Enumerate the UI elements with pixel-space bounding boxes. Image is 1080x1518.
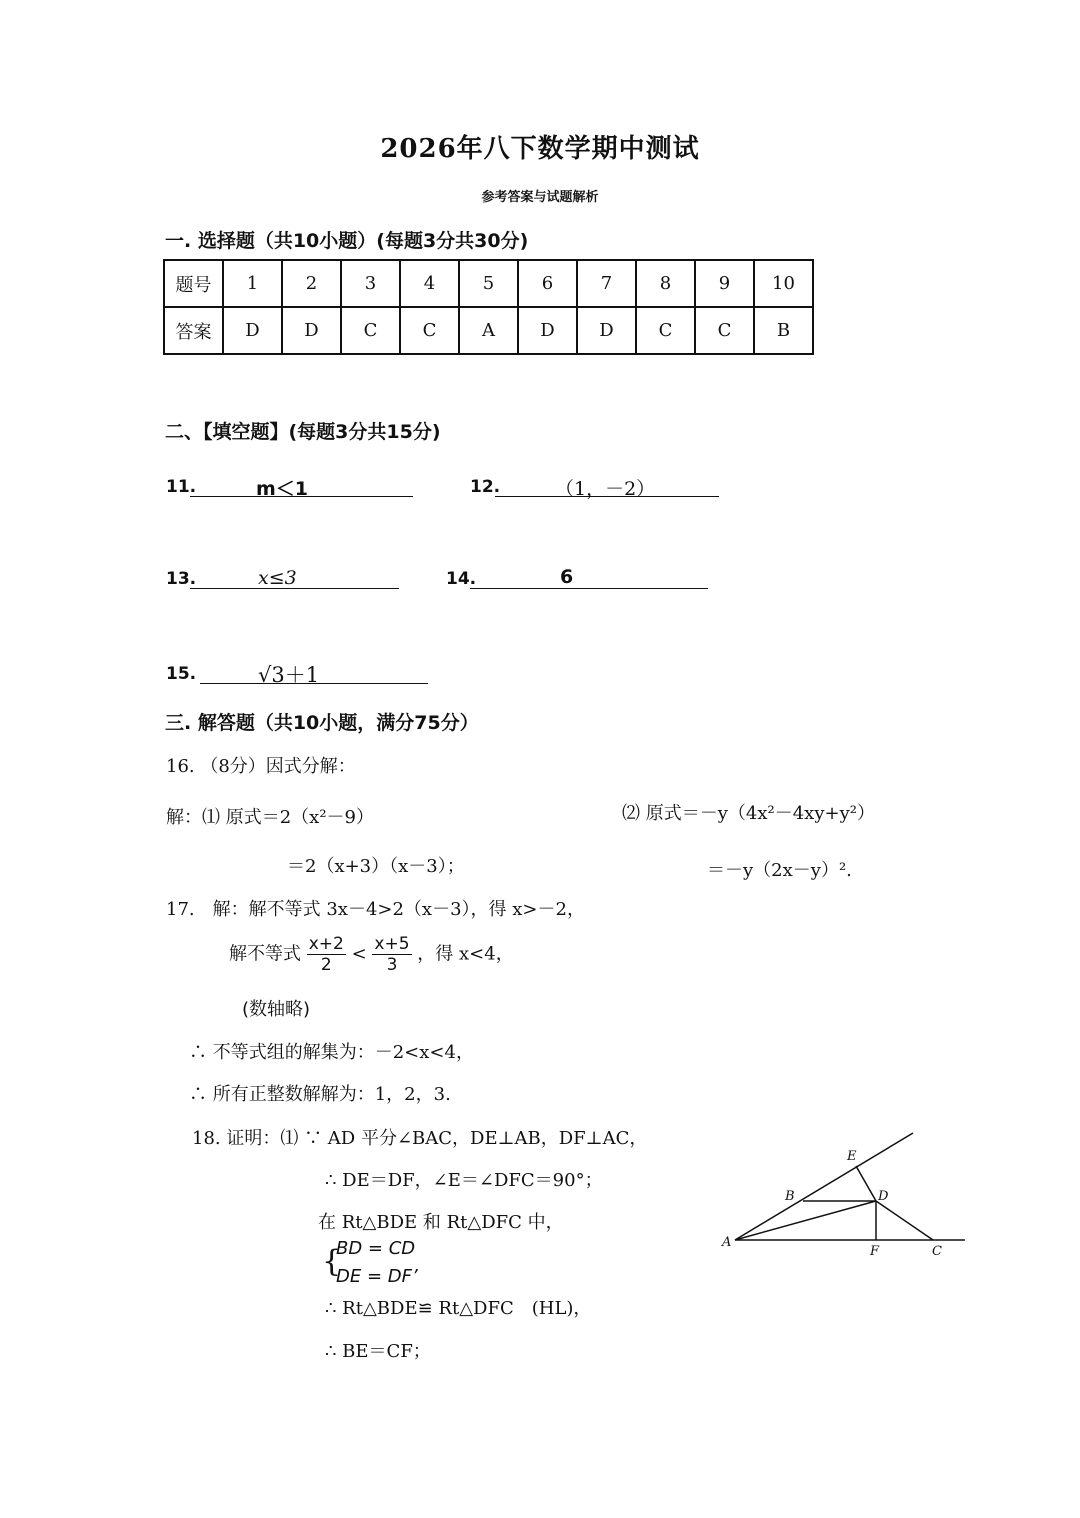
q17-line5: ∴ 所有正整数解解为：1，2，3. <box>189 1084 451 1105</box>
q14-answer-line <box>470 588 708 589</box>
section-2-heading: 二、【填空题】(每题3分共15分) <box>165 421 441 443</box>
q13-label: 13. <box>166 569 197 589</box>
table-row <box>164 260 813 307</box>
answer-cell: C <box>400 307 459 354</box>
q11-label: 11. <box>166 477 197 497</box>
answer-cell: C <box>636 307 695 354</box>
q18-line1: 18. 证明：⑴ ∵ AD 平分∠BAC，DE⊥AB，DF⊥AC， <box>192 1128 648 1149</box>
q11-answer: m＜1 <box>256 478 309 500</box>
question-number-cell: 10 <box>754 260 813 307</box>
answer-cell: D <box>223 307 282 354</box>
line-AD <box>735 1201 876 1240</box>
q12-answer: （1，－2） <box>555 478 656 500</box>
point-label-B: B <box>785 1189 795 1204</box>
section-1-heading: 一. 选择题（共10小题）(每题3分共30分) <box>165 230 529 252</box>
answer-cell: D <box>577 307 636 354</box>
q18-line3: 在 Rt△BDE 和 Rt△DFC 中， <box>318 1212 564 1233</box>
row-header-answer: 答案 <box>164 307 223 354</box>
q17-line2 <box>229 934 514 975</box>
q14-answer: 6 <box>560 566 574 588</box>
point-label-F: F <box>870 1244 880 1259</box>
fraction-numerator: x+5 <box>374 934 410 954</box>
answer-cell: C <box>695 307 754 354</box>
line-DC <box>876 1201 933 1240</box>
q15-answer: √3＋1 <box>258 663 320 687</box>
answer-table <box>163 259 814 355</box>
point-label-A: A <box>722 1235 732 1250</box>
answer-cell: D <box>518 307 577 354</box>
question-number-cell: 6 <box>518 260 577 307</box>
section-3-heading: 三. 解答题（共10小题，满分75分） <box>165 712 479 734</box>
row-header-number: 题号 <box>164 260 223 307</box>
question-number-cell: 3 <box>341 260 400 307</box>
table-row <box>164 307 813 354</box>
geometry-figure <box>715 1125 975 1265</box>
q16-intro: 16. （8分）因式分解： <box>166 756 356 777</box>
fraction <box>307 934 346 975</box>
q16-part2-line1: ⑵ 原式＝－y（4x²－4xy+y²） <box>622 803 875 824</box>
q16-part1-line1: 解：⑴ 原式＝2（x²－9） <box>166 807 374 828</box>
q17-line4: ∴ 不等式组的解集为：－2<x<4， <box>189 1042 474 1063</box>
point-label-E: E <box>847 1149 857 1164</box>
q18-system-eq1: BD = CD <box>336 1238 416 1259</box>
question-number-cell: 1 <box>223 260 282 307</box>
question-number-cell: 5 <box>459 260 518 307</box>
answer-cell: B <box>754 307 813 354</box>
q16-part2-line2: ＝－y（2x－y）². <box>707 860 852 881</box>
line-ED <box>856 1166 876 1201</box>
q17-line3: (数轴略) <box>242 999 311 1020</box>
q14-label: 14. <box>446 569 477 589</box>
q16-part1-line2: ＝2（x+3）（x－3）； <box>287 856 465 877</box>
fraction-numerator: x+2 <box>308 934 344 954</box>
question-number-cell: 7 <box>577 260 636 307</box>
question-number-cell: 8 <box>636 260 695 307</box>
q12-label: 12. <box>470 477 501 497</box>
answer-cell: D <box>282 307 341 354</box>
q18-line5: ∴ BE＝CF； <box>325 1341 431 1362</box>
page-subtitle: 参考答案与试题解析 <box>481 190 599 205</box>
answer-cell: C <box>341 307 400 354</box>
question-number-cell: 4 <box>400 260 459 307</box>
q17-line2-suffix: ，得 x<4， <box>417 943 514 965</box>
line-AE <box>735 1133 913 1240</box>
answer-cell: A <box>459 307 518 354</box>
q18-line2: ∴ DE＝DF，∠E＝∠DFC＝90°； <box>325 1170 603 1191</box>
q17-line2-prefix: 解不等式 <box>229 943 301 965</box>
page-title: 2026年八下数学期中测试 <box>380 134 700 164</box>
point-label-C: C <box>932 1244 942 1259</box>
fraction-denominator: 3 <box>386 955 398 975</box>
fraction <box>372 934 411 975</box>
q15-label: 15. <box>166 664 197 684</box>
fraction-denominator: 2 <box>320 955 332 975</box>
less-than-sign: < <box>351 943 367 965</box>
q18-system-eq2: DE = DF’ <box>336 1266 418 1287</box>
point-label-D: D <box>878 1189 889 1204</box>
q18-line4: ∴ Rt△BDE≌ Rt△DFC (HL)， <box>325 1298 592 1319</box>
system-brace: { <box>322 1244 342 1279</box>
question-number-cell: 9 <box>695 260 754 307</box>
q13-answer: x≤3 <box>258 567 297 589</box>
q17-line1: 17. 解：解不等式 3x－4>2（x－3），得 x>－2， <box>166 899 585 920</box>
question-number-cell: 2 <box>282 260 341 307</box>
